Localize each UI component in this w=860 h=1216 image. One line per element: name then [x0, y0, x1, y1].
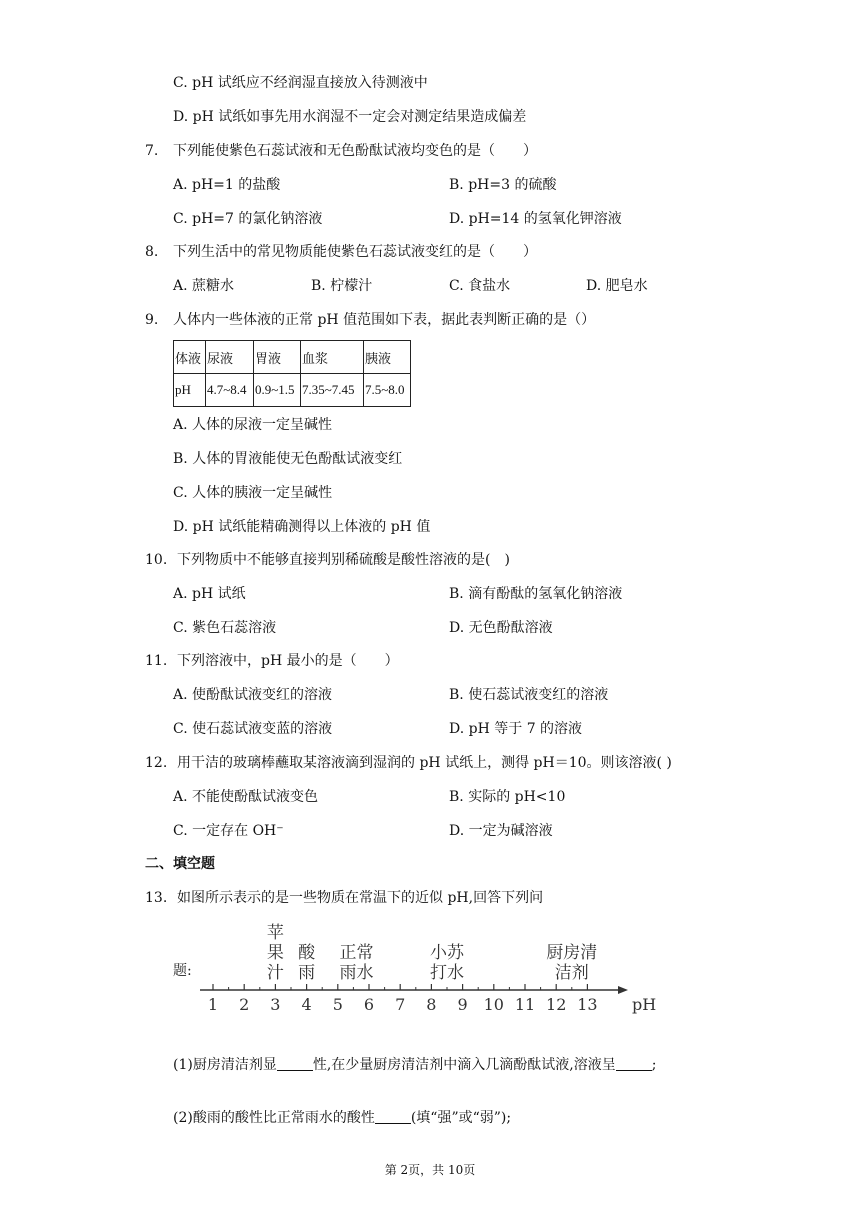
ph-tick-label: 12	[546, 995, 567, 1014]
table-cell: 4.7~8.4	[206, 374, 254, 407]
part-1-text-b: 性,在少量厨房清洁剂中滴入几滴酚酞试液,溶液呈	[312, 1057, 616, 1073]
table-cell: 血浆	[301, 341, 364, 374]
ph-tick-label: 5	[332, 995, 343, 1014]
option-8D: D. 肥皂水	[586, 278, 648, 294]
part-1-text-a: (1)厨房清洁剂显	[173, 1057, 277, 1073]
question-11-stem: 下列溶液中，pH 最小的是（ ）	[177, 653, 399, 669]
table-cell: 尿液	[206, 341, 254, 374]
substance-label: 酸	[298, 943, 316, 963]
question-9-number: 9.	[145, 312, 159, 328]
question-10-number: 10.	[145, 552, 168, 568]
question-8-stem: 下列生活中的常见物质能使紫色石蕊试液变红的是（ ）	[173, 244, 537, 260]
option-11B: B. 使石蕊试液变红的溶液	[449, 687, 609, 703]
question-7-number: 7.	[145, 143, 159, 159]
option-9A: A. 人体的尿液一定呈碱性	[173, 417, 333, 433]
ph-tick-label: 6	[363, 995, 375, 1014]
substance-label: 雨水	[339, 963, 374, 983]
question-13-stem: 如图所示表示的是一些物质在常温下的近似 pH,回答下列问	[177, 890, 544, 906]
option-12A: A. 不能使酚酞试液变色	[173, 789, 319, 805]
ph-tick-label: 8	[426, 995, 437, 1014]
ph-axis-arrow	[618, 986, 628, 994]
figure-lead-text: 题:	[173, 963, 192, 979]
table-cell: pH	[174, 374, 206, 407]
part-2-text-b: (填“强”或“弱”);	[410, 1110, 512, 1126]
option-8A: A. 蔗糖水	[173, 278, 235, 294]
question-8-number: 8.	[145, 244, 159, 260]
question-9-stem: 人体内一些体液的正常 pH 值范围如下表，据此表判断正确的是（）	[173, 312, 596, 328]
part-2-text-a: (2)酸雨的酸性比正常雨水的酸性	[173, 1110, 375, 1126]
question-11-number: 11.	[145, 653, 168, 669]
question-13-number: 13.	[145, 890, 168, 906]
ph-tick-label: 9	[457, 995, 468, 1014]
table-cell: 胃液	[254, 341, 301, 374]
ph-tick-label: 11	[514, 995, 536, 1014]
option-8C: C. 食盐水	[449, 278, 511, 294]
option-7D: D. pH=14 的氢氧化钾溶液	[449, 211, 622, 227]
substance-label: 果	[266, 943, 284, 963]
substance-label: 厨房清	[546, 943, 598, 963]
substance-label: 苹	[266, 923, 284, 943]
question-13-part-2	[173, 1108, 511, 1128]
ph-tick-label: 3	[270, 995, 281, 1014]
table-cell: 7.5~8.0	[364, 374, 411, 407]
table-cell: 胰液	[364, 341, 411, 374]
part-1-text-c: ;	[651, 1057, 657, 1073]
ph-tick-label: 2	[239, 995, 250, 1014]
table-header-row	[174, 341, 411, 374]
question-7-stem: 下列能使紫色石蕊试液和无色酚酞试液均变色的是（ ）	[173, 143, 537, 159]
page-footer: 第 2页，共 10页	[384, 1163, 476, 1177]
option-7C: C. pH=7 的氯化钠溶液	[173, 211, 323, 227]
option-9B: B. 人体的胃液能使无色酚酞试液变红	[173, 451, 403, 467]
option-9D: D. pH 试纸能精确测得以上体液的 pH 值	[173, 519, 431, 535]
option-8B: B. 柠檬汁	[311, 278, 373, 294]
table-cell: 0.9~1.5	[254, 374, 301, 407]
substance-label: 雨	[298, 963, 316, 983]
option-10C: C. 紫色石蕊溶液	[173, 620, 277, 636]
option-12D: D. 一定为碱溶液	[449, 823, 553, 839]
ph-unit-label: pH	[632, 995, 657, 1014]
option-10A: A. pH 试纸	[173, 586, 246, 602]
table-row	[174, 374, 411, 407]
option-11D: D. pH 等于 7 的溶液	[449, 721, 583, 737]
substance-label: 汁	[266, 963, 284, 983]
option-7B: B. pH=3 的硫酸	[449, 177, 557, 193]
option-6D: D. pH 试纸如事先用水润湿不一定会对测定结果造成偏差	[173, 109, 527, 125]
substance-label: 正常	[339, 943, 374, 963]
option-7A: A. pH=1 的盐酸	[173, 177, 281, 193]
option-12B: B. 实际的 pH<10	[449, 789, 566, 805]
answer-blank-3[interactable]	[375, 1109, 411, 1124]
answer-blank-1[interactable]	[277, 1056, 313, 1071]
answer-blank-2[interactable]	[616, 1056, 652, 1071]
substance-label: 打水	[430, 963, 464, 983]
table-cell: 7.35~7.45	[301, 374, 364, 407]
body-fluid-ph-table	[173, 340, 411, 407]
table-cell: 体液	[174, 341, 206, 374]
question-12-stem: 用干洁的玻璃棒蘸取某溶液滴到湿润的 pH 试纸上，测得 pH＝10。则该溶液( )	[177, 755, 672, 771]
option-11C: C. 使石蕊试液变蓝的溶液	[173, 721, 333, 737]
substance-label: 小苏	[430, 943, 464, 963]
ph-tick-label: 10	[483, 995, 504, 1014]
question-13-part-1	[173, 1055, 656, 1075]
question-12-number: 12.	[145, 755, 168, 771]
option-9C: C. 人体的胰液一定呈碱性	[173, 485, 333, 501]
ph-tick-label: 7	[395, 995, 406, 1014]
ph-tick-label: 4	[301, 995, 312, 1014]
option-10B: B. 滴有酚酞的氢氧化钠溶液	[449, 586, 623, 602]
section-heading: 二、填空题	[145, 856, 215, 872]
ph-tick-label: 1	[207, 995, 219, 1014]
ph-tick-label: 13	[577, 995, 598, 1014]
substance-label: 洁剂	[554, 963, 589, 983]
option-6C: C. pH 试纸应不经润湿直接放入待测液中	[173, 75, 428, 91]
option-12C: C. 一定存在 OH⁻	[173, 823, 284, 839]
option-10D: D. 无色酚酞溶液	[449, 620, 553, 636]
option-11A: A. 使酚酞试液变红的溶液	[173, 687, 333, 703]
question-10-stem: 下列物质中不能够直接判别稀硫酸是酸性溶液的是( )	[177, 552, 510, 568]
